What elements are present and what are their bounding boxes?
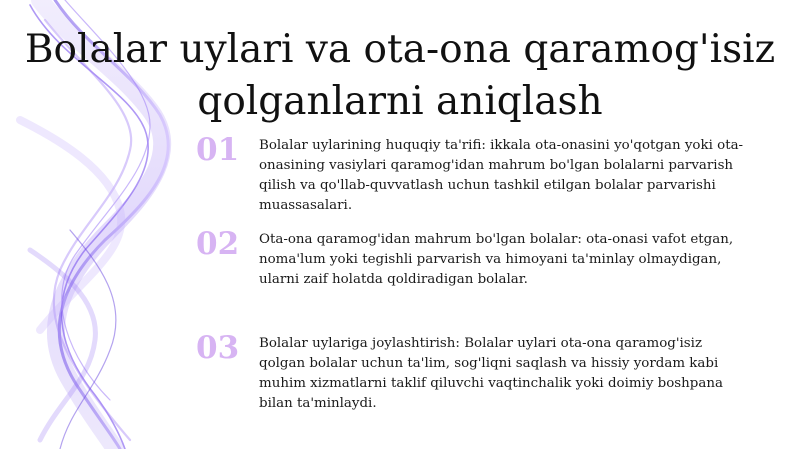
- item-number: 01: [196, 132, 240, 168]
- page-title: Bolalar uylari va ota-ona qaramog'isiz qolganlarni aniqlash: [24, 27, 776, 124]
- item-text: Ota-ona qaramog'idan mahrum bo'lgan bolalar: ota-onasi vafot etgan, noma'lum yoki tegishli parvarish va himoyani ta'minlay olmaydigan, ularni zaif holatda qoldiradigan bolalar.: [259, 232, 734, 287]
- item-text: Bolalar uylarining huquqiy ta'rifi: ikkala ota-onasini yo'qotgan yoki ota-onasining vasiylari qaramog'idan mahrum bo'lgan bolalarni parvarish qilish va qo'llab-quvvatlash uchun tashkil etilgan bolalar parvarishi muassasalari.: [259, 138, 744, 213]
- item-number: 02: [196, 226, 240, 262]
- item-number: 03: [196, 330, 240, 366]
- item-text: Bolalar uylariga joylashtirish: Bolalar uylari ota-ona qaramog'isiz qolgan bolalar uchun ta'lim, sog'liqni saqlash va hissiy yordam kabi muhim xizmatlarni taklif qiluvchi vaqtinchalik yoki doimiy boshpana bilan ta'minlaydi.: [259, 336, 723, 411]
